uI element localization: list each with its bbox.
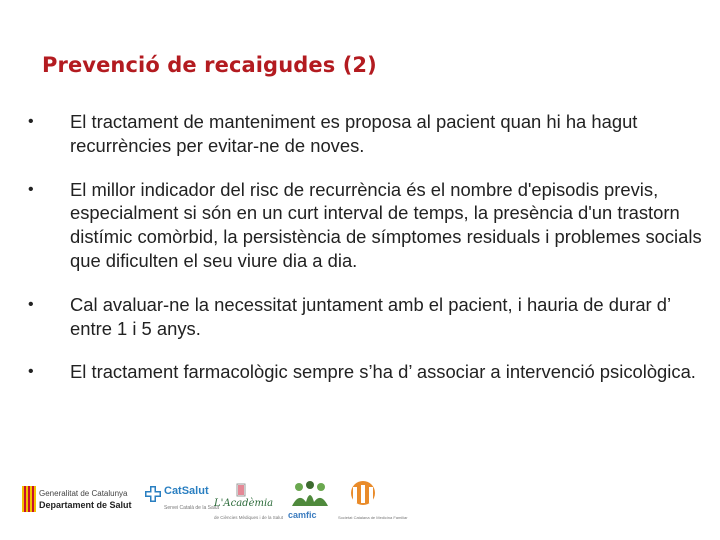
academia-subtitle: de Ciències Mèdiques i de la Salut — [214, 515, 284, 520]
catsalut-subtitle: Servei Català de la Salut — [164, 505, 220, 511]
bullet-marker: • — [28, 363, 34, 381]
academia-emblem-icon — [234, 482, 248, 498]
bullet-item — [28, 178, 713, 273]
bullet-item — [28, 360, 713, 384]
academia-logo — [214, 480, 286, 526]
department-name: Departament de Salut — [39, 500, 132, 510]
bullet-text: El tractament farmacològic sempre s’ha d’ associar a intervenció psicològica. — [70, 361, 696, 383]
catsalut-name: CatSalut — [164, 485, 209, 497]
bullet-marker: • — [28, 295, 34, 313]
academia-name: L'Acadèmia — [214, 498, 274, 509]
bullet-item — [28, 110, 713, 158]
senyera-icon — [22, 486, 36, 512]
fundacio-subtitle: Societat Catalana de Medicina Familiar — [338, 515, 408, 520]
catsalut-logo — [144, 480, 220, 526]
generalitat-logo — [20, 480, 140, 526]
bullet-text: El tractament de manteniment es proposa al pacient quan hi ha hagut recurrències per evitar-ne de noves. — [70, 111, 638, 156]
bullet-item — [28, 293, 713, 341]
camfic-name: camfic — [288, 510, 317, 520]
fundacio-figures-icon — [345, 480, 381, 510]
bullet-text: Cal avaluar-ne la necessitat juntament amb el pacient, i hauria de durar d’ entre 1 i 5 anys. — [70, 293, 671, 339]
catsalut-cross-icon — [145, 486, 161, 502]
generalitat-name: Generalitat de Catalunya — [39, 489, 128, 498]
bullet-marker: • — [28, 180, 34, 198]
bullet-list — [28, 110, 713, 404]
slide-title: Prevenció de recaigudes (2) — [42, 53, 377, 77]
fundacio-logo — [338, 480, 408, 526]
camfic-logo — [288, 480, 334, 526]
bullet-text: El millor indicador del risc de recurrència és el nombre d'episodis previs, especialment si són en un curt interval de temps, la presència d'un trastorn distímic comòrbid, la persistència de símptomes residuals i problemes socials que dificulten el seu viure dia a dia. — [70, 178, 702, 271]
camfic-figures-icon — [290, 480, 330, 510]
footer-logos — [20, 480, 408, 526]
bullet-marker: • — [28, 113, 34, 130]
